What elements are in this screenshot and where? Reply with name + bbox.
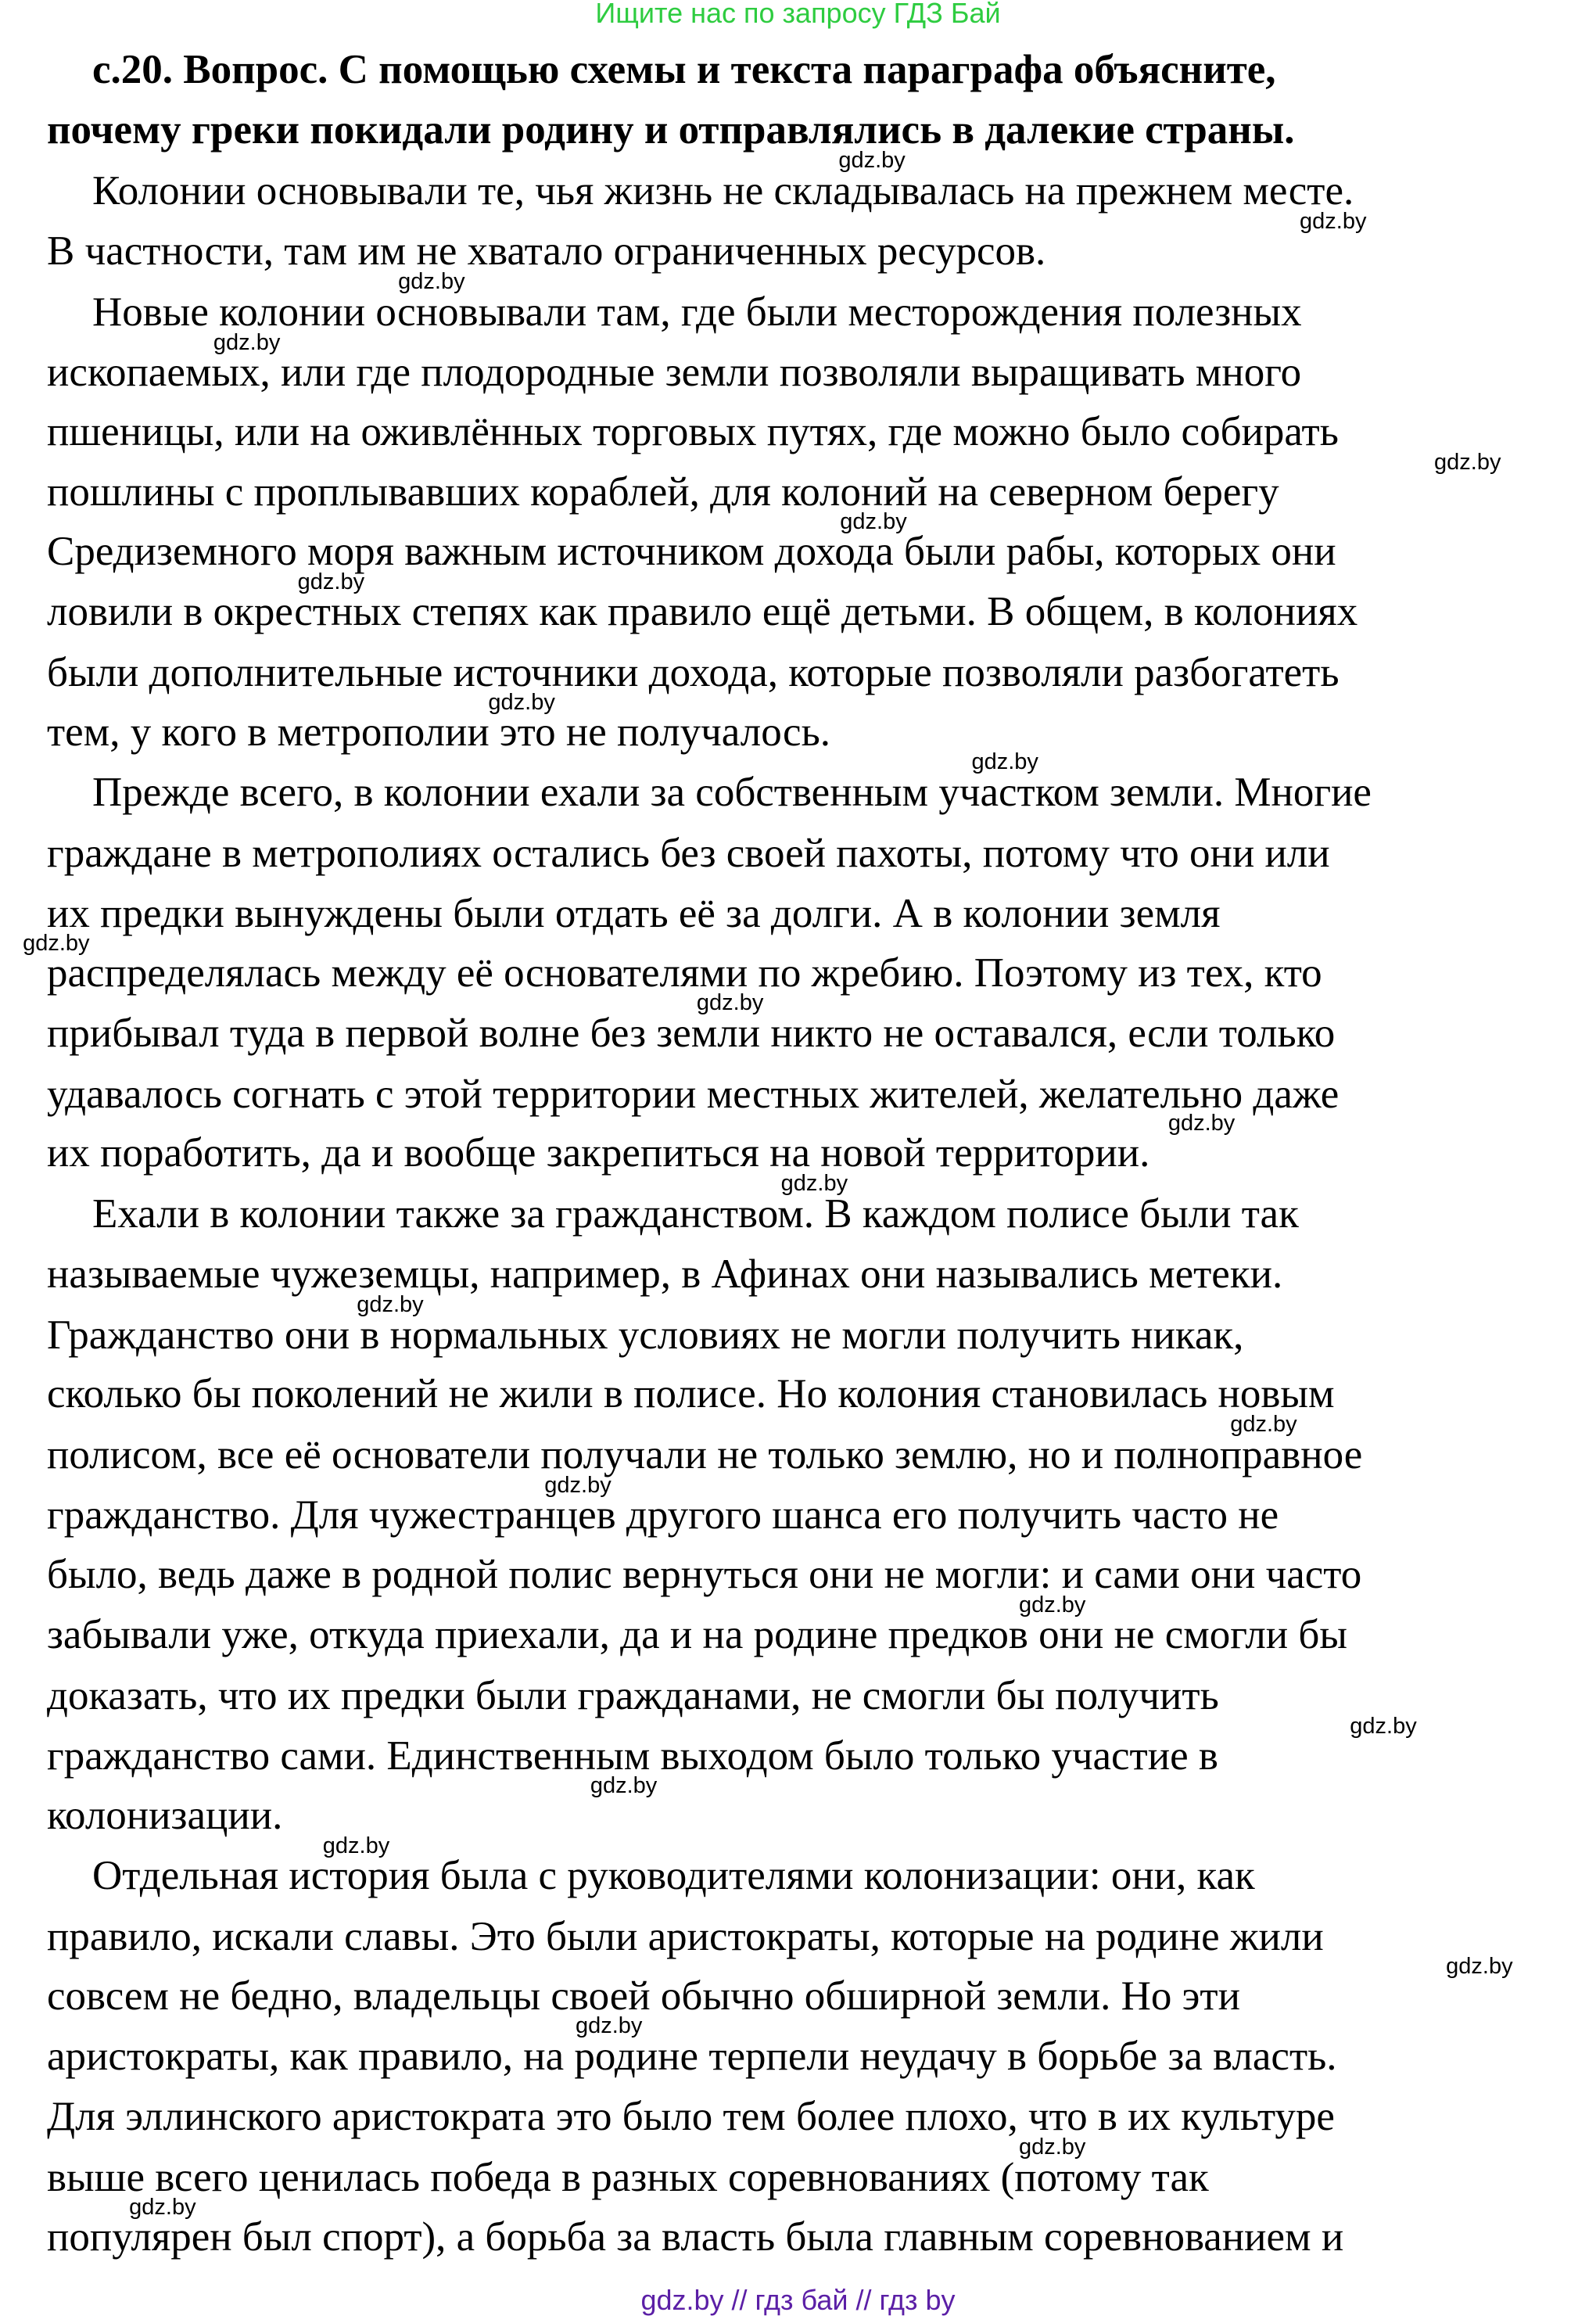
gdz-watermark: gdz.by	[590, 1773, 658, 1799]
text-line: доказать, что их предки были гражданами, не смогли бы получить	[47, 1672, 1219, 1718]
text-line: Средиземного моря важным источником дохода были рабы, которых они	[47, 528, 1336, 574]
text-line: популярен был спорт), а борьба за власть была главным соревнованием и	[47, 2213, 1344, 2260]
gdz-watermark: gdz.by	[544, 1472, 612, 1498]
text-line: тем, у кого в метрополии это не получалось.	[47, 709, 831, 755]
text-line: полисом, все её основатели получали не только землю, но и полноправное	[47, 1431, 1363, 1477]
gdz-watermark: gdz.by	[971, 749, 1038, 775]
text-line: называемые чужеземцы, например, в Афинах они назывались метеки.	[47, 1251, 1283, 1298]
text-line: гражданство. Для чужестранцев другого шанса его получить часто не	[47, 1492, 1279, 1538]
gdz-watermark: gdz.by	[1018, 2135, 1086, 2160]
text-line: ископаемых, или где плодородные земли позволяли выращивать много	[47, 350, 1302, 396]
text-line: распределялась между её основателями по жребию. Поэтому из тех, кто	[47, 950, 1322, 996]
gdz-watermark: gdz.by	[1350, 1713, 1417, 1739]
gdz-watermark: gdz.by	[213, 329, 281, 355]
bottom-watermark: gdz.by // гдз бай // гдз by	[640, 2284, 956, 2316]
gdz-watermark: gdz.by	[1446, 1953, 1513, 1979]
gdz-watermark: gdz.by	[1230, 1412, 1297, 1437]
text-line: граждане в метрополиях остались без своей пахоты, потому что они или	[47, 830, 1330, 876]
text-line: прибывал туда в первой волне без земли никто не оставался, если только	[47, 1011, 1336, 1057]
gdz-watermark: gdz.by	[840, 509, 907, 535]
text-line: удавалось согнать с этой территории местных жителей, желательно даже	[47, 1071, 1340, 1117]
text-line: было, ведь даже в родной полис вернуться они не могли: и сами они часто	[47, 1551, 1362, 1597]
gdz-watermark: gdz.by	[780, 1170, 848, 1196]
gdz-watermark: gdz.by	[696, 990, 764, 1016]
gdz-watermark: gdz.by	[575, 2013, 643, 2039]
gdz-watermark: gdz.by	[488, 689, 555, 715]
text-line: гражданство сами. Единственным выходом было только участие в	[47, 1733, 1218, 1779]
text-line: колонизации.	[47, 1792, 283, 1838]
question-heading-line-2: почему греки покидали родину и отправлялись в далекие страны.	[47, 107, 1295, 153]
text-line: совсем не бедно, владельцы своей обычно обширной земли. Но эти	[47, 1973, 1240, 2019]
gdz-watermark: gdz.by	[1434, 449, 1501, 475]
text-line: забывали уже, откуда приехали, да и на родине предков они не смогли бы	[47, 1612, 1347, 1658]
text-line: Новые колонии основывали там, где были месторождения полезных	[92, 289, 1302, 335]
gdz-watermark: gdz.by	[1167, 1111, 1236, 1136]
gdz-watermark: gdz.by	[357, 1291, 424, 1317]
text-line: аристократы, как правило, на родине терпели неудачу в борьбе за власть.	[47, 2033, 1337, 2079]
text-line: были дополнительные источники дохода, которые позволяли разбогатеть	[47, 649, 1340, 695]
gdz-watermark: gdz.by	[23, 930, 90, 956]
gdz-watermark: gdz.by	[129, 2194, 196, 2220]
text-line: сколько бы поколений не жили в полисе. Но колония становилась новым	[47, 1371, 1335, 1417]
gdz-watermark: gdz.by	[838, 148, 906, 174]
text-line: пошлины с проплывавших кораблей, для колоний на северном берегу	[47, 469, 1279, 515]
text-line: Для эллинского аристократа это было тем более плохо, что в их культуре	[47, 2094, 1335, 2140]
gdz-watermark: gdz.by	[1018, 1592, 1086, 1617]
text-line: Ехали в колонии также за гражданством. В каждом полисе были так	[92, 1190, 1299, 1237]
gdz-watermark: gdz.by	[398, 269, 465, 295]
text-line: Гражданство они в нормальных условиях не могли получить никак,	[47, 1312, 1244, 1358]
gdz-watermark: gdz.by	[297, 569, 365, 594]
gdz-watermark: gdz.by	[322, 1833, 390, 1858]
text-line: Прежде всего, в колонии ехали за собственным участком земли. Многие	[92, 770, 1372, 816]
text-line: их предки вынуждены были отдать её за долги. А в колонии земля	[47, 891, 1221, 937]
top-watermark: Ищите нас по запросу ГДЗ Бай	[595, 0, 1001, 29]
question-heading-line-1: с.20. Вопрос. С помощью схемы и текста параграфа объясните,	[92, 47, 1276, 92]
gdz-watermark: gdz.by	[1300, 208, 1367, 234]
text-line: В частности, там им не хватало ограниченных ресурсов.	[47, 228, 1046, 275]
text-line: Отдельная история была с руководителями колонизации: они, как	[92, 1853, 1255, 1899]
text-line: ловили в окрестных степях как правило ещё детьми. В общем, в колониях	[47, 589, 1358, 635]
text-line: их поработить, да и вообще закрепиться на новой территории.	[47, 1130, 1150, 1176]
text-line: Колонии основывали те, чья жизнь не складывалась на прежнем месте.	[92, 167, 1354, 214]
text-line: правило, искали славы. Это были аристократы, которые на родине жили	[47, 1913, 1324, 1959]
text-line: пшеницы, или на оживлённых торговых путях, где можно было собирать	[47, 408, 1339, 454]
text-line: выше всего ценилась победа в разных соревнованиях (потому так	[47, 2154, 1209, 2200]
